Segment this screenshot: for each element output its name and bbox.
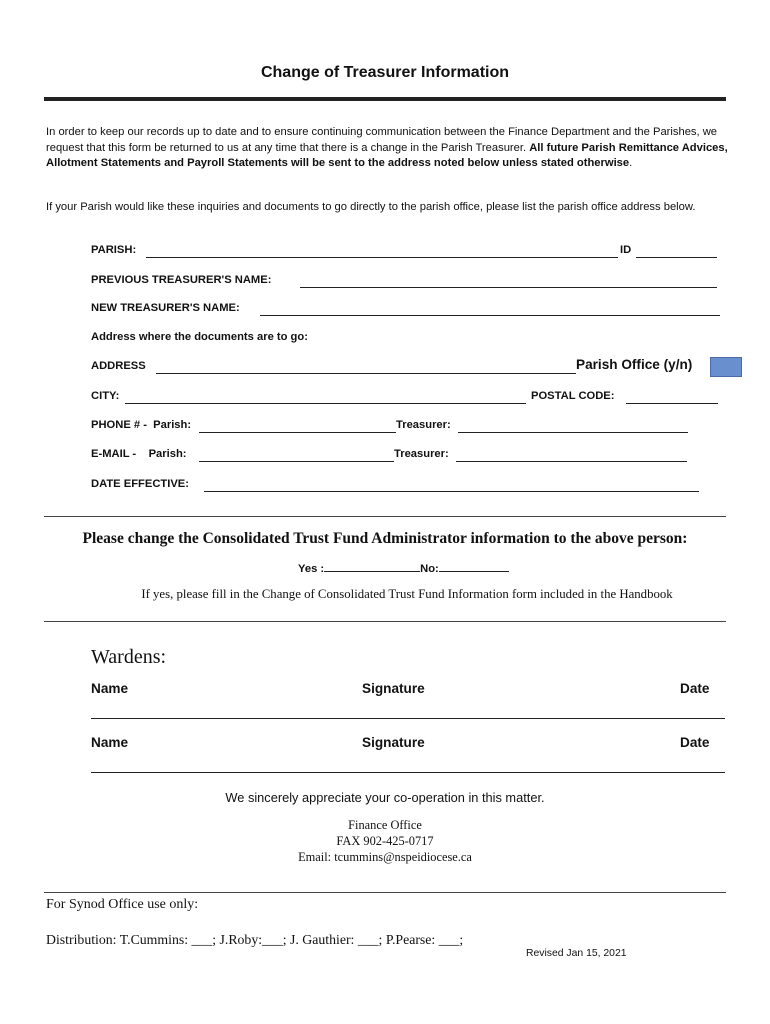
no-label: No: (420, 563, 439, 575)
appreciation-text: We sincerely appreciate your co-operation in this matter. (225, 790, 545, 805)
parish-label: PARISH: (91, 244, 137, 256)
intro-end: . (629, 157, 633, 169)
address-line (156, 373, 576, 374)
finance-office-email: Email: tcummins@nspeidiocese.ca (298, 850, 472, 864)
date-effective-label: DATE EFFECTIVE: (91, 478, 189, 490)
section-divider-2 (44, 621, 726, 622)
parish-office-label: Parish Office (y/n) (576, 357, 693, 372)
email-treasurer-line (456, 461, 687, 462)
new-treasurer-label: NEW TREASURER'S NAME: (91, 302, 240, 314)
office-paragraph: If your Parish would like these inquiries and documents to go directly to the parish office, please list the parish office address below. (46, 201, 696, 213)
email-treasurer-label: Treasurer: (394, 448, 449, 460)
email-parish-label: E-MAIL - Parish: (91, 448, 187, 460)
warden1-name-label: Name (91, 681, 129, 696)
ctf-instructions: If yes, please fill in the Change of Consolidated Trust Fund Information form included in the Handbook (141, 587, 673, 601)
intro-text: In order to keep our records up to date and to ensure continuing communication between the Finance Department and the Parishes, we request that this form be returned to us at any time that there is a change in the Parish Treasurer. (46, 126, 718, 154)
warden2-signature-line[interactable] (91, 772, 725, 773)
phone-treasurer-label: Treasurer: (396, 419, 451, 431)
parish-office-checkbox[interactable] (710, 357, 742, 377)
parish-line (146, 257, 618, 258)
date-effective-line (204, 491, 699, 492)
address-heading: Address where the documents are to go: (91, 331, 308, 343)
id-label: ID (620, 244, 632, 256)
finance-office-fax: FAX 902-425-0717 (336, 834, 434, 848)
address-label: ADDRESS (91, 360, 146, 372)
new-treasurer-line (260, 315, 720, 316)
warden2-signature-label: Signature (362, 735, 425, 750)
intro-paragraph (46, 125, 730, 172)
ctf-heading: Please change the Consolidated Trust Fund Administrator information to the above person: (82, 530, 688, 547)
phone-parish-label: PHONE # - Parish: (91, 419, 192, 431)
revised-date: Revised Jan 15, 2021 (526, 948, 627, 959)
section-divider-1 (44, 516, 726, 517)
yes-label: Yes : (298, 563, 325, 575)
prev-treasurer-label: PREVIOUS TREASURER'S NAME: (91, 274, 272, 286)
no-blank[interactable] (439, 561, 509, 572)
section-divider-3 (44, 892, 726, 893)
warden1-signature-line[interactable] (91, 718, 725, 719)
phone-treasurer-line (458, 432, 688, 433)
prev-treasurer-line (300, 287, 717, 288)
email-parish-line (199, 461, 394, 462)
intro-bold-text: All future Parish Remittance Advices, Allotment Statements and Payroll Statements will be sent to the address noted below unless stated otherwise (46, 141, 728, 169)
city-label: CITY: (91, 390, 120, 402)
ctf-yes-no (298, 561, 509, 575)
yes-blank[interactable] (324, 561, 420, 572)
city-line (125, 403, 526, 404)
finance-office-name: Finance Office (348, 818, 422, 832)
phone-parish-line (199, 432, 396, 433)
distribution-line: Distribution: T.Cummins: ___; J.Roby:___; J. Gauthier: ___; P.Pearse: ___; (46, 932, 464, 947)
wardens-heading: Wardens: (91, 646, 167, 668)
form-title: Change of Treasurer Information (260, 64, 510, 81)
postal-code-label: POSTAL CODE: (531, 390, 615, 402)
warden1-signature-label: Signature (362, 681, 425, 696)
title-divider (44, 97, 726, 101)
postal-code-line (626, 403, 718, 404)
id-line (636, 257, 717, 258)
synod-office-label: For Synod Office use only: (46, 897, 199, 912)
warden1-date-label: Date (680, 681, 710, 696)
warden2-date-label: Date (680, 735, 710, 750)
warden2-name-label: Name (91, 735, 129, 750)
